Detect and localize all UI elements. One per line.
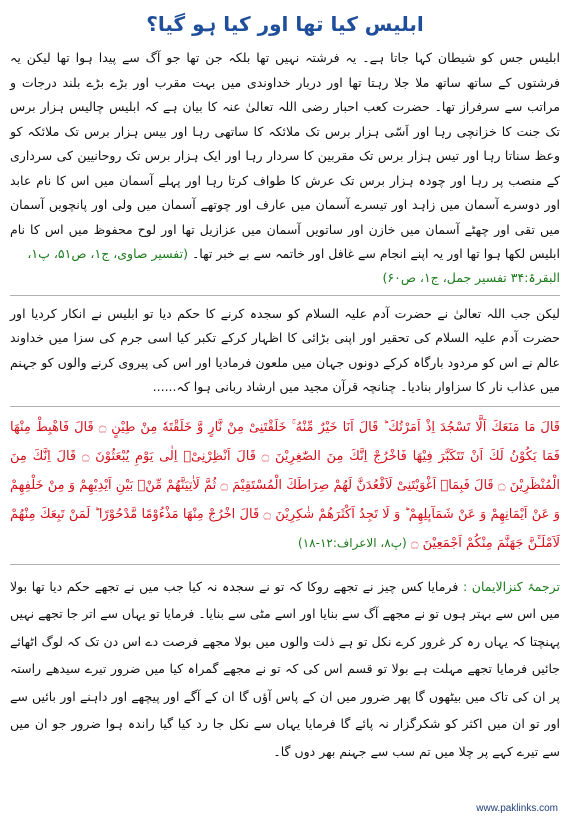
reference-tafsir-sawi: (تفسیر صاوی، ج۱، ص۵۱، پ۱، bbox=[27, 246, 188, 261]
translation-label: ترجمۂ کنزالایمان : bbox=[462, 578, 560, 594]
divider bbox=[10, 295, 560, 296]
paragraph-refusal: لیکن جب اللہ تعالیٰ نے حضرت آدم علیہ السلام کو سجدہ کرنے کا حکم دیا تو ابلیس نے انکار کردیا اور حضرت آدم علیہ السلام کی تحقیر اور اپنی بڑائی کا اظہار کرکے تکبر کیا اسی جرم کی سزا میں خداوند عالم نے اس کو مردود بارگاہ کرکے دونوں جہان میں ملعون فرمادیا اور اس کی پیروی کرنے والوں کو جہنم میں عذاب نار کا سزاوار بنادیا۔ چنانچہ قرآن مجید میں ارشاد ربانی ہوا کہ...... bbox=[10, 305, 560, 394]
quran-verses bbox=[10, 413, 560, 558]
footer-watermark: www.paklinks.com bbox=[476, 803, 558, 814]
quran-reference: (پ۸، الاعراف:۱۲-۱۸) bbox=[298, 535, 407, 550]
paragraph-iblis-intro bbox=[10, 46, 560, 267]
paragraph-text: ابلیس جس کو شیطان کہا جاتا ہے۔ یہ فرشتہ نہیں تھا بلکہ جن تھا جو آگ سے پیدا ہوا تھا لیکن یہ فرشتوں کے ساتھ ساتھ ملا جلا رہتا تھا اور دربار خداوندی میں بہت مقرب اور بڑے بڑے بلند درجات و مراتب سے سرفراز تھا۔ حضرت کعب احبار رضی اللہ تعالیٰ عنہ کا بیان ہے کہ ابلیس چالیس ہزار برس تک جنت کا خزانچی رہا اور اَسّی ہزار برس تک ملائکہ کا ساتھی رہا اور بیس ہزار برس تک ملائکہ کو وعظ سناتا رہا اور تیس ہزار برس تک مقربین کا سردار رہا اور ایک ہزار برس تک روحانیین کی سرداری کے منصب پر رہا اور چودہ ہزار برس تک عرش کا طواف کرتا رہا اور پہلے آسمان میں اس کا نام عابد اور دوسرے آسمان میں زاہد اور تیسرے آسمان میں عارف اور چوتھے آسمان میں ولی اور پانچویں آسمان میں تقی اور چھٹے آسمان میں خازن اور ساتویں آسمان میں عزازیل تھا اور لوح محفوظ میں اس کا نام ابلیس لکھا ہوا تھا اور یہ اپنے انجام سے غافل اور خاتمہ سے بے خبر تھا۔ bbox=[10, 50, 560, 261]
article-title: ابلیس کیا تھا اور کیا ہو گیا؟ bbox=[146, 12, 424, 36]
divider bbox=[10, 564, 560, 565]
translation-text: فرمایا کس چیز نے تجھے روکا کہ تو نے سجدہ نہ کیا جب میں نے تجھے حکم دیا تھا بولا میں اس سے بہتر ہوں تو نے مجھے آگ سے بنایا اور اسے مٹی سے بنایا۔ فرمایا تو یہاں سے اتر جا تجھے نہیں پہنچتا کہ یہاں رہ کر غرور کرے نکل تو ہے ذلت والوں میں بولا مجھے فرصت دے اس دن تک کہ لوگ اٹھائے جائیں فرمایا تجھے مہلت ہے بولا تو قسم اس کی کہ تو نے مجھے گمراہ کیا میں ضرور تیرے سیدھے راستہ پر ان کی تاک میں بیٹھوں گا پھر ضرور میں ان کے پاس آؤں گا ان کے آگے اور پیچھے اور داہنے اور بائیں سے اور تو ان میں اکثر کو شکرگزار نہ پائے گا فرمایا یہاں سے نکل جا رد کیا گیا راندہ ہوا ضرور جو ان میں سے تیرے کہے پر چلا میں تم سب سے جہنم بھر دوں گا۔ bbox=[10, 578, 560, 759]
translation-paragraph bbox=[10, 573, 560, 766]
quran-text: قَالَ مَا مَنَعَكَ اَلَّا تَسْجُدَ اِذْ اَمَرْتُكَ ؕ قَالَ اَنَا خَیْرٌ مِّنْهُ ۚ خَلَقْتَنِیْ مِنْ نَّارٍ وَّ خَلَقْتَهٗ مِنْ طِیْنٍ ۝ قَالَ فَاهْبِطْ مِنْهَا فَمَا یَكُوْنُ لَكَ اَنْ تَتَكَبَّرَ فِیْهَا فَاخْرُجْ اِنَّكَ مِنَ الصّٰغِرِیْنَ ۝ قَالَ اَنْظِرْنِیْۤ اِلٰی یَوْمِ یُبْعَثُوْنَ ۝ قَالَ اِنَّكَ مِنَ الْمُنْظَرِیْنَ ۝ قَالَ فَبِمَاۤ اَغْوَیْتَنِیْ لَاَقْعُدَنَّ لَهُمْ صِرَاطَكَ الْمُسْتَقِیْمَ ۝ ثُمَّ لَاٰتِیَنَّهُمْ مِّنْۢ بَیْنِ اَیْدِیْهِمْ وَ مِنْ خَلْفِهِمْ وَ عَنْ اَیْمَانِهِمْ وَ عَنْ شَمَآىٕلِهِمْ ؕ وَ لَا تَجِدُ اَكْثَرَهُمْ شٰكِرِیْنَ ۝ قَالَ اخْرُجْ مِنْهَا مَذْءُوْمًا مَّدْحُوْرًا ؕ لَمَنْ تَبِعَكَ مِنْهُمْ لَاَمْلَـَٔنَّ جَهَنَّمَ مِنْكُمْ اَجْمَعِیْنَ ۝ bbox=[10, 419, 561, 551]
reference-tafsir-jamal: البقرۃ:۳۴ تفسیر جمل، ج۱، ص۶۰) bbox=[382, 269, 560, 285]
divider bbox=[10, 406, 560, 407]
